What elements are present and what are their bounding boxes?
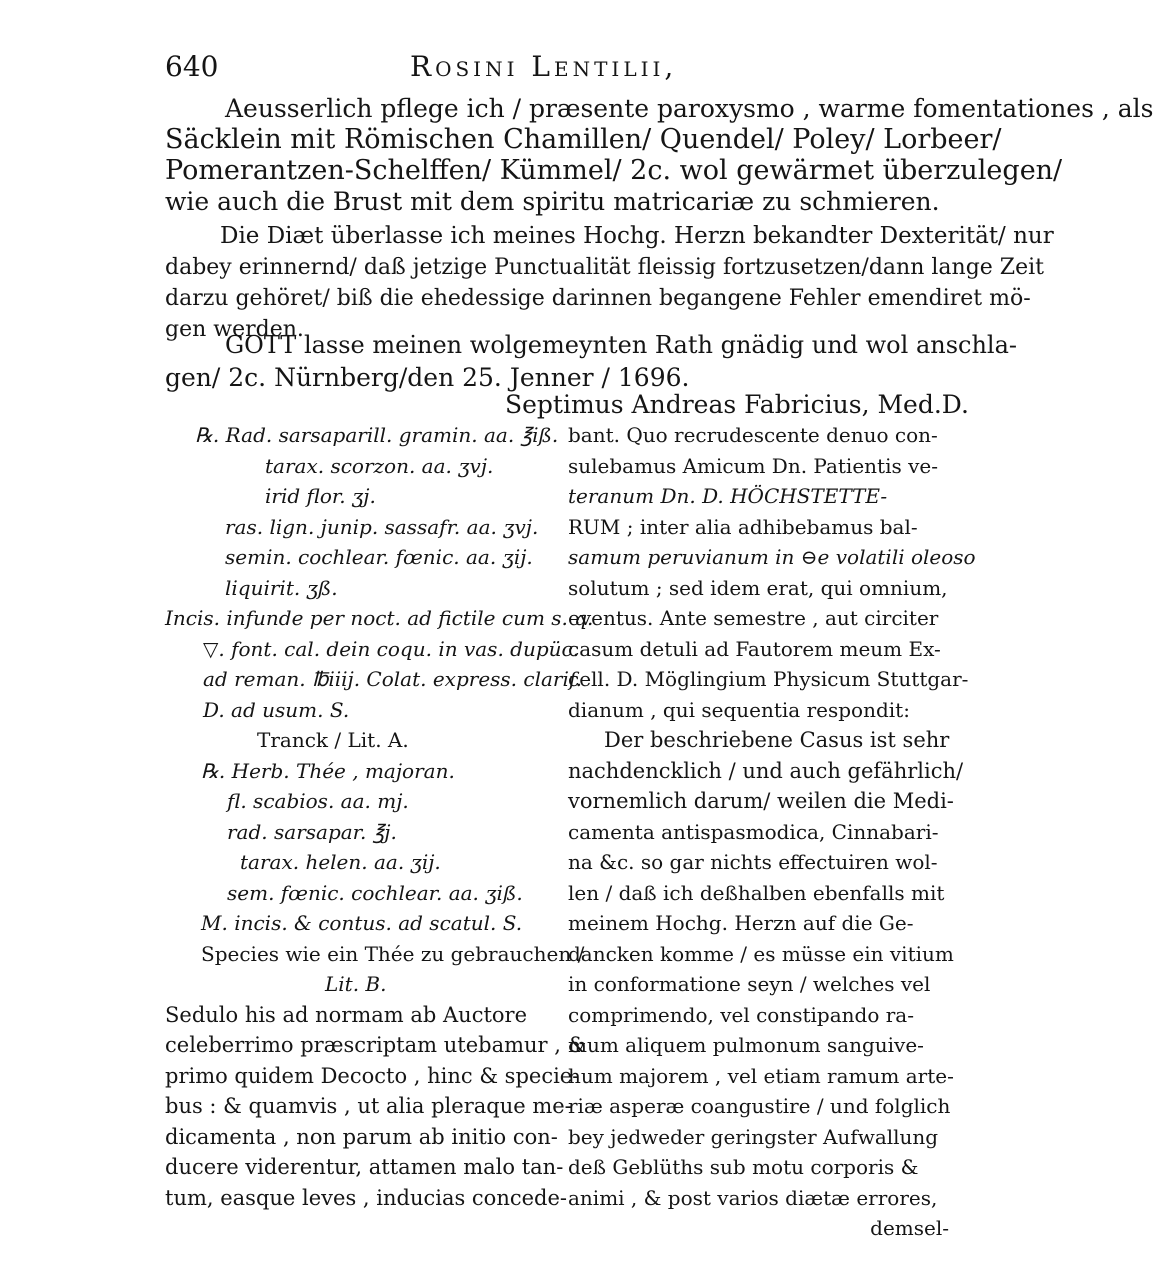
text-line: sulebamus Amicum Dn. Patientis ve- bbox=[568, 453, 938, 478]
running-title: Rosini Lentilii, bbox=[410, 50, 678, 83]
text-line: Säcklein mit Römischen Chamillen/ Quendel/ Poley/ Lorbeer/ bbox=[165, 124, 1002, 155]
text-line: comprimendo, vel constipando ra- bbox=[568, 1002, 914, 1027]
prescription-line: M. incis. & contus. ad scatul. S. bbox=[201, 911, 523, 935]
text-line: gen werden. bbox=[165, 317, 304, 342]
text-line: bant. Quo recrudescente denuo con- bbox=[568, 423, 938, 447]
prescription-line: rad. sarsapar. ℥j. bbox=[227, 819, 397, 844]
page-header bbox=[165, 50, 965, 90]
prescription-label: Lit. B. bbox=[325, 972, 387, 996]
text-line: darzu gehöret/ biß die ehedessige darinnen begangene Fehler emendiret mö- bbox=[165, 286, 1031, 311]
prescription-line: Incis. infunde per noct. ad fictile cum s. q. bbox=[165, 606, 594, 630]
signature: Septimus Andreas Fabricius, Med.D. bbox=[505, 390, 969, 419]
text-line: vornemlich darum/ weilen die Medi- bbox=[568, 789, 954, 813]
text-line: mum aliquem pulmonum sanguive- bbox=[568, 1033, 924, 1057]
prescription-line: ad reman. ℔iiij. Colat. express. clarif. bbox=[203, 667, 582, 691]
text-line: primo quidem Decocto , hinc & specie- bbox=[165, 1063, 580, 1088]
text-line: camenta antispasmodica, Cinnabari- bbox=[568, 819, 939, 844]
prescription-line: ℞. Herb. Thée , majoran. bbox=[201, 758, 455, 783]
text-line: eventus. Ante semestre , aut circiter bbox=[568, 606, 939, 630]
text-line: riæ asperæ coangustire / und folglich bbox=[568, 1094, 951, 1118]
prescription-line: ▽. font. cal. dein coqu. in vas. dupüc. bbox=[203, 636, 580, 661]
text-line: na &c. so gar nichts effectuiren wol- bbox=[568, 850, 938, 874]
text-line: ducere viderentur, attamen malo tan- bbox=[165, 1155, 564, 1179]
left-column bbox=[165, 420, 594, 1213]
text-line: GOTT lasse meinen wolgemeynten Rath gnädig und wol anschla- bbox=[225, 331, 1018, 359]
text-line: hum majorem , vel etiam ramum arte- bbox=[568, 1063, 954, 1088]
text-line: in conformatione seyn / welches vel bbox=[568, 972, 931, 996]
catchword: demsel- bbox=[870, 1216, 949, 1240]
text-line: deß Geblüths sub motu corporis & bbox=[568, 1155, 919, 1179]
prescription-line: sem. fœnic. cochlear. aa. ʒiß. bbox=[227, 880, 523, 905]
prescription-line: irid flor. ʒj. bbox=[265, 484, 376, 508]
text-line: bey jedweder geringster Aufwallung bbox=[568, 1124, 939, 1149]
prescription-line: ras. lign. junip. sassafr. aa. ʒvj. bbox=[225, 514, 539, 539]
prescription-line: tarax. helen. aa. ʒij. bbox=[240, 850, 441, 874]
text-line: tum, easque leves , inducias concede- bbox=[165, 1185, 568, 1210]
text-line: samum peruvianum in ⊖e volatili oleoso bbox=[568, 545, 976, 569]
text-line: Die Diæt überlasse ich meines Hochg. Herzn bekandter Dexterität/ nur bbox=[220, 223, 1054, 249]
prescription-line: D. ad usum. S. bbox=[203, 697, 350, 722]
text-line: dianum , qui sequentia respondit: bbox=[568, 697, 910, 722]
prescription-line: tarax. scorzon. aa. ʒvj. bbox=[265, 453, 494, 478]
prescription-line: ℞. Rad. sarsaparill. gramin. aa. ℥iß. bbox=[195, 423, 559, 447]
text-line: wie auch die Brust mit dem spiritu matricariæ zu schmieren. bbox=[165, 187, 940, 216]
text-line: solutum ; sed idem erat, qui omnium, bbox=[568, 575, 948, 600]
text-line: gen/ 2c. Nürnberg/den 25. Jenner / 1696. bbox=[165, 363, 690, 392]
text-line: celeberrimo præscriptam utebamur , & bbox=[165, 1033, 587, 1057]
text-line: teranum Dn. D. HÖCHSTETTE- bbox=[568, 484, 888, 508]
text-line: len / daß ich deßhalben ebenfalls mit bbox=[568, 880, 945, 905]
prescription-line: Species wie ein Thée zu gebrauchen / bbox=[201, 941, 585, 966]
text-line: animi , & post varios diætæ errores, bbox=[568, 1185, 938, 1210]
text-line: Pomerantzen-Schelffen/ Kümmel/ 2c. wol gewärmet überzulegen/ bbox=[165, 155, 1063, 186]
text-line: dicamenta , non parum ab initio con- bbox=[165, 1124, 558, 1149]
text-line: dancken komme / es müsse ein vitium bbox=[568, 941, 954, 966]
prescription-line: semin. cochlear. fœnic. aa. ʒij. bbox=[225, 545, 533, 569]
text-line: Aeusserlich pflege ich / præsente paroxysmo , warme fomentationes , als bbox=[225, 94, 1154, 123]
text-line: casum detuli ad Fautorem meum Ex- bbox=[568, 636, 941, 661]
prescription-label: Tranck / Lit. A. bbox=[257, 728, 409, 752]
prescription-line: liquirit. ʒß. bbox=[225, 575, 338, 600]
text-line: Sedulo his ad normam ab Auctore bbox=[165, 1002, 528, 1027]
text-line: meinem Hochg. Herzn auf die Ge- bbox=[568, 911, 914, 935]
text-line: Der beschriebene Casus ist sehr bbox=[604, 728, 950, 752]
text-line: cell. D. Möglingium Physicum Stuttgar- bbox=[568, 667, 969, 691]
text-line: bus : & quamvis , ut alia pleraque me- bbox=[165, 1094, 572, 1118]
prescription-line: fl. scabios. aa. mj. bbox=[227, 789, 409, 813]
page-number: 640 bbox=[165, 50, 219, 83]
text-line: RUM ; inter alia adhibebamus bal- bbox=[568, 514, 918, 539]
right-column bbox=[568, 420, 976, 1244]
text-line: nachdencklich / und auch gefährlich/ bbox=[568, 758, 964, 783]
text-line: dabey erinnernd/ daß jetzige Punctualität fleissig fortzusetzen/dann lange Zeit bbox=[165, 255, 1044, 280]
